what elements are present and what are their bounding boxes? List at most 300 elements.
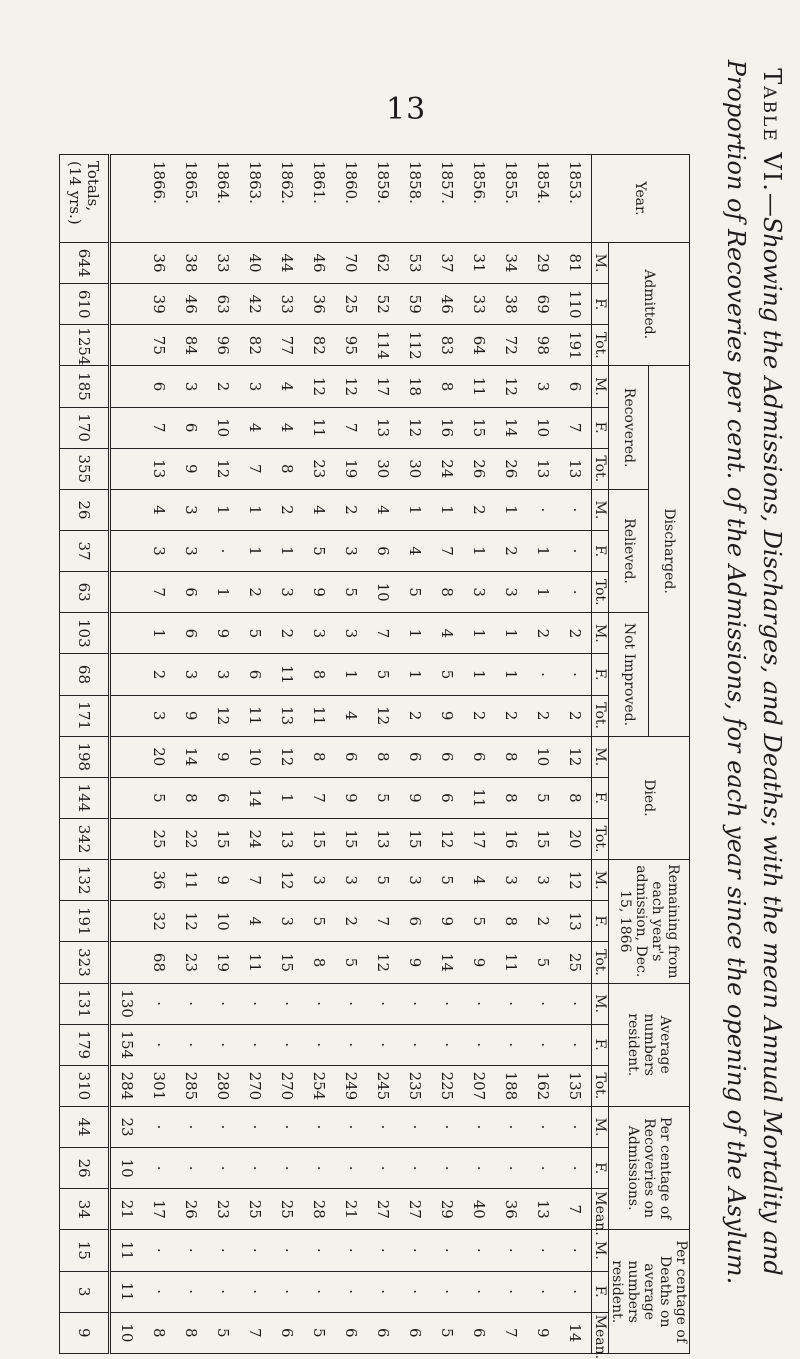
recovered-cell: 16 — [431, 407, 463, 448]
relieved-cell: 1 — [207, 489, 239, 530]
recovered-cell: 3 — [527, 366, 559, 407]
pct-death-cell: · — [399, 1230, 431, 1271]
pct_rec-f-subheader: F. — [592, 1148, 609, 1189]
remaining-cell: 25 — [559, 942, 592, 983]
not-improved-cell: 2 — [271, 613, 303, 654]
remaining-cell: 14 — [431, 942, 463, 983]
table-row — [335, 155, 367, 1354]
admitted-cell: 38 — [495, 284, 527, 325]
recovered-cell: 12 — [303, 366, 335, 407]
year-cell: 1857. — [431, 155, 463, 243]
relieved-cell: 2 — [463, 489, 495, 530]
pct-death-cell: · — [271, 1271, 303, 1312]
not-improved-cell: 1 — [463, 654, 495, 695]
pct-death-cell: 14 — [559, 1312, 592, 1353]
recovered-cell: 30 — [399, 448, 431, 489]
average-cell: 235 — [399, 1065, 431, 1106]
relieved-cell: 6 — [367, 530, 399, 571]
recovered-cell: 15 — [463, 407, 495, 448]
remaining-cell: 3 — [303, 860, 335, 901]
recovered-cell: 6 — [175, 407, 207, 448]
admitted-cell: 52 — [367, 284, 399, 325]
pct-death-cell: · — [431, 1271, 463, 1312]
died-cell — [110, 777, 144, 818]
relieved-cell: 9 — [303, 572, 335, 613]
relieved-cell: 4 — [143, 489, 175, 530]
admitted-cell: 33 — [463, 284, 495, 325]
died-cell: 13 — [271, 818, 303, 859]
pct-death-cell: 8 — [175, 1312, 207, 1353]
pct-death-cell: 11 — [110, 1230, 144, 1271]
died-cell: 15 — [399, 818, 431, 859]
table-row — [559, 155, 592, 1354]
relieved-cell — [110, 572, 144, 613]
admitted-header: Admitted. — [609, 243, 690, 366]
average-f-subheader: F. — [592, 1024, 609, 1065]
table-row — [207, 155, 239, 1354]
average-cell: · — [431, 1024, 463, 1065]
recovered-cell: 8 — [431, 366, 463, 407]
died-cell: 198 — [60, 736, 110, 777]
not-improved-cell: 3 — [143, 695, 175, 736]
admitted-cell — [110, 325, 144, 366]
average-cell: · — [527, 983, 559, 1024]
year-cell: 1861. — [303, 155, 335, 243]
not-improved-cell: 6 — [175, 613, 207, 654]
pct-death-cell: · — [431, 1230, 463, 1271]
pct-death-cell: · — [143, 1271, 175, 1312]
rotated-table-panel — [66, 12, 790, 1359]
relieved-cell: 2 — [271, 489, 303, 530]
admitted-cell: 31 — [463, 243, 495, 284]
pct-death-cell: 6 — [335, 1312, 367, 1353]
died-cell: 20 — [559, 818, 592, 859]
not-improved-cell: 1 — [495, 613, 527, 654]
relieved-f-subheader: F. — [592, 530, 609, 571]
not-improved-cell: 2 — [495, 695, 527, 736]
average-cell: · — [463, 983, 495, 1024]
not-improved-cell: 3 — [175, 654, 207, 695]
relieved-tot-subheader: Tot. — [592, 572, 609, 613]
pct-rec-cell: · — [271, 1148, 303, 1189]
admitted-cell: 25 — [335, 284, 367, 325]
not-improved-cell: · — [559, 654, 592, 695]
not-improved-cell: 2 — [527, 695, 559, 736]
admitted-m-subheader: M. — [592, 243, 609, 284]
relieved-cell: 3 — [495, 572, 527, 613]
relieved-cell: 5 — [399, 572, 431, 613]
pct-rec-cell: · — [495, 1148, 527, 1189]
relieved-cell: 4 — [303, 489, 335, 530]
died-cell: 6 — [399, 736, 431, 777]
died-cell: 9 — [399, 777, 431, 818]
admitted-cell: 81 — [559, 243, 592, 284]
average-cell: 249 — [335, 1065, 367, 1106]
relieved-cell: 3 — [335, 530, 367, 571]
not-improved-cell: 5 — [239, 613, 271, 654]
recovered-cell: 10 — [527, 407, 559, 448]
recovered-cell — [110, 448, 144, 489]
pct-death-cell: 6 — [271, 1312, 303, 1353]
pct-rec-cell: · — [303, 1148, 335, 1189]
died-cell: 5 — [143, 777, 175, 818]
average-cell: · — [495, 1024, 527, 1065]
pct-rec-cell: 27 — [399, 1189, 431, 1230]
average-cell: · — [335, 983, 367, 1024]
relieved-cell: 1 — [239, 489, 271, 530]
average-cell: 280 — [207, 1065, 239, 1106]
pct-death-cell: 7 — [495, 1312, 527, 1353]
pct-rec-cell: · — [367, 1148, 399, 1189]
remaining-cell: 13 — [559, 901, 592, 942]
year-cell — [110, 155, 144, 243]
pct-death-cell: · — [271, 1230, 303, 1271]
average-cell: · — [175, 1024, 207, 1065]
pct-death-cell: 3 — [60, 1271, 110, 1312]
pct-death-cell: · — [367, 1271, 399, 1312]
died-cell: 9 — [335, 777, 367, 818]
not-improved-cell: 103 — [60, 613, 110, 654]
not-improved-cell: 3 — [335, 613, 367, 654]
recovered-cell: 14 — [495, 407, 527, 448]
average-cell: · — [271, 1024, 303, 1065]
not-improved-cell: 1 — [399, 654, 431, 695]
pct-rec-cell: · — [335, 1106, 367, 1147]
admitted-cell: 33 — [271, 284, 303, 325]
died-cell: 14 — [239, 777, 271, 818]
died-cell: 5 — [527, 777, 559, 818]
average-cell: · — [367, 983, 399, 1024]
relieved-cell: 1 — [239, 530, 271, 571]
relieved-cell: 3 — [143, 530, 175, 571]
sub-header-row — [592, 155, 609, 1354]
recovered-cell: 4 — [271, 407, 303, 448]
admitted-cell: 644 — [60, 243, 110, 284]
not-improved-cell: 13 — [271, 695, 303, 736]
recovered-tot-subheader: Tot. — [592, 448, 609, 489]
totals-row — [60, 155, 110, 1354]
pct-death-cell: · — [527, 1271, 559, 1312]
year-cell: 1866. — [143, 155, 175, 243]
pct-rec-cell: 17 — [143, 1189, 175, 1230]
pct-rec-cell: 34 — [60, 1189, 110, 1230]
not-improved-cell: 11 — [239, 695, 271, 736]
pct-death-cell: 5 — [207, 1312, 239, 1353]
admitted-cell: 110 — [559, 284, 592, 325]
remaining-cell: 323 — [60, 942, 110, 983]
recovered-cell: 30 — [367, 448, 399, 489]
relieved-cell: 4 — [367, 489, 399, 530]
not-improved-cell: 2 — [143, 654, 175, 695]
pct-death-cell: · — [463, 1271, 495, 1312]
admitted-cell: 37 — [431, 243, 463, 284]
remaining-cell: 3 — [399, 860, 431, 901]
not-improved-cell: 5 — [431, 654, 463, 695]
year-cell: 1856. — [463, 155, 495, 243]
pct_death-m-subheader: M. — [592, 1230, 609, 1271]
average-cell: 270 — [271, 1065, 303, 1106]
remaining-cell: 11 — [175, 860, 207, 901]
pct-death-cell: 6 — [463, 1312, 495, 1353]
average-cell: 188 — [495, 1065, 527, 1106]
admitted-cell: 75 — [143, 325, 175, 366]
year-cell: 1862. — [271, 155, 303, 243]
admitted-cell: 46 — [431, 284, 463, 325]
died-cell: 15 — [207, 818, 239, 859]
year-cell: Totals, (14 yrs.) — [60, 155, 110, 243]
remaining-cell: 191 — [60, 901, 110, 942]
remaining-cell: 12 — [271, 860, 303, 901]
average-cell: · — [271, 983, 303, 1024]
remaining-cell: 5 — [527, 942, 559, 983]
pct-rec-cell: 26 — [60, 1148, 110, 1189]
year-cell: 1863. — [239, 155, 271, 243]
average-cell: 179 — [60, 1024, 110, 1065]
relieved-cell: · — [559, 530, 592, 571]
recovered-cell: 13 — [367, 407, 399, 448]
pct-rec-cell: · — [431, 1106, 463, 1147]
pct-death-cell: · — [207, 1230, 239, 1271]
died-cell: 144 — [60, 777, 110, 818]
recovered-cell: 3 — [239, 366, 271, 407]
pct-death-cell: · — [239, 1230, 271, 1271]
relieved-cell: 3 — [463, 572, 495, 613]
not-improved-cell — [110, 613, 144, 654]
admitted-cell: 72 — [495, 325, 527, 366]
pct_death-f-subheader: F. — [592, 1271, 609, 1312]
not-improved-cell: 171 — [60, 695, 110, 736]
not_improved-tot-subheader: Tot. — [592, 695, 609, 736]
not-improved-cell: 7 — [367, 613, 399, 654]
pct-death-cell: 6 — [367, 1312, 399, 1353]
pct-death-cell: 5 — [431, 1312, 463, 1353]
relieved-cell: 3 — [175, 489, 207, 530]
admitted-cell: 114 — [367, 325, 399, 366]
average-cell: · — [207, 1024, 239, 1065]
pct-death-cell: · — [207, 1271, 239, 1312]
pct-rec-cell: · — [143, 1148, 175, 1189]
remaining-cell: 4 — [239, 901, 271, 942]
died-cell: 8 — [367, 736, 399, 777]
pct-rec-cell: 23 — [110, 1106, 144, 1147]
pct-rec-cell: 25 — [239, 1189, 271, 1230]
not-improved-header: Not Improved. — [609, 613, 650, 736]
pct-rec-cell: 44 — [60, 1106, 110, 1147]
admitted-cell: 36 — [143, 243, 175, 284]
average-cell: 130 — [110, 983, 144, 1024]
relieved-cell: 2 — [335, 489, 367, 530]
relieved-cell: 10 — [367, 572, 399, 613]
remaining-cell: 4 — [463, 860, 495, 901]
pct-rec-cell: 13 — [527, 1189, 559, 1230]
died-header: Died. — [609, 736, 690, 859]
pct-rec-cell: 36 — [495, 1189, 527, 1230]
pct-death-cell: · — [303, 1271, 335, 1312]
recovered-cell: 4 — [271, 366, 303, 407]
relieved-cell: 7 — [431, 530, 463, 571]
average-cell: · — [143, 983, 175, 1024]
pct-rec-cell: 40 — [463, 1189, 495, 1230]
relieved-cell: 1 — [399, 489, 431, 530]
year-cell: 1854. — [527, 155, 559, 243]
admitted-cell: 59 — [399, 284, 431, 325]
recovered-cell: 9 — [175, 448, 207, 489]
relieved-cell: · — [527, 489, 559, 530]
remaining-cell: 5 — [463, 901, 495, 942]
average-m-subheader: M. — [592, 983, 609, 1024]
remaining-cell: 10 — [207, 901, 239, 942]
pct-recoveries-header: Per centage of Recoveries on Admissions. — [609, 1106, 690, 1229]
pct-rec-cell: · — [559, 1106, 592, 1147]
recovered-cell: 23 — [303, 448, 335, 489]
admitted-cell: 42 — [239, 284, 271, 325]
not-improved-cell: 9 — [175, 695, 207, 736]
table-row — [463, 155, 495, 1354]
recovered-cell: 11 — [303, 407, 335, 448]
table-row — [431, 155, 463, 1354]
pct-rec-cell: 21 — [335, 1189, 367, 1230]
admitted-cell: 53 — [399, 243, 431, 284]
admitted-cell: 29 — [527, 243, 559, 284]
died-cell: 8 — [495, 736, 527, 777]
not-improved-cell: 6 — [239, 654, 271, 695]
recovered-cell: 24 — [431, 448, 463, 489]
pct-rec-cell: 29 — [431, 1189, 463, 1230]
not-improved-cell: 1 — [495, 654, 527, 695]
recovered-cell: 11 — [463, 366, 495, 407]
average-cell: · — [207, 983, 239, 1024]
relieved-cell: 7 — [143, 572, 175, 613]
recovered-cell: 13 — [143, 448, 175, 489]
pct-rec-cell: · — [559, 1148, 592, 1189]
average-cell: · — [303, 1024, 335, 1065]
admitted-cell: 46 — [303, 243, 335, 284]
pct-rec-cell: · — [207, 1106, 239, 1147]
recovered-cell: 19 — [335, 448, 367, 489]
recovered-cell — [110, 407, 144, 448]
pct-death-cell: 6 — [399, 1312, 431, 1353]
not-improved-cell: 1 — [143, 613, 175, 654]
table-row — [175, 155, 207, 1354]
pct-death-cell: 9 — [60, 1312, 110, 1353]
average-cell: 225 — [431, 1065, 463, 1106]
not-improved-cell: 11 — [303, 695, 335, 736]
pct-death-cell: 15 — [60, 1230, 110, 1271]
died-cell: 24 — [239, 818, 271, 859]
pct-rec-cell: · — [175, 1106, 207, 1147]
pct-death-cell: · — [175, 1230, 207, 1271]
admitted-cell: 1254 — [60, 325, 110, 366]
died-cell: 8 — [559, 777, 592, 818]
average-cell: 301 — [143, 1065, 175, 1106]
recovered-cell: 12 — [399, 407, 431, 448]
table-row — [303, 155, 335, 1354]
admitted-cell: 63 — [207, 284, 239, 325]
recovered-cell: 26 — [495, 448, 527, 489]
recovered-cell: 185 — [60, 366, 110, 407]
relieved-cell: · — [559, 572, 592, 613]
year-cell: 1865. — [175, 155, 207, 243]
recovered-cell: 12 — [495, 366, 527, 407]
pct-rec-cell: · — [239, 1106, 271, 1147]
remaining-cell: 12 — [367, 942, 399, 983]
pct_rec-mean-subheader: Mean. — [592, 1189, 609, 1230]
died-cell: 1 — [271, 777, 303, 818]
admitted-cell: 191 — [559, 325, 592, 366]
relieved-cell: 1 — [207, 572, 239, 613]
average-cell: 284 — [110, 1065, 144, 1106]
relieved-cell: 1 — [495, 489, 527, 530]
average-cell: · — [463, 1024, 495, 1065]
remaining-cell: 3 — [495, 860, 527, 901]
remaining-cell: 9 — [463, 942, 495, 983]
pct-death-cell: · — [463, 1230, 495, 1271]
pct-rec-cell: 28 — [303, 1189, 335, 1230]
remaining-cell: 2 — [527, 901, 559, 942]
not-improved-cell: 1 — [463, 613, 495, 654]
year-cell: 1864. — [207, 155, 239, 243]
average-tot-subheader: Tot. — [592, 1065, 609, 1106]
remaining-header: Remaining from each year's admission, Dec. 15, 1866 — [609, 860, 690, 983]
admitted-cell: 82 — [239, 325, 271, 366]
not-improved-cell: 1 — [399, 613, 431, 654]
remaining-cell — [110, 942, 144, 983]
died-cell: 6 — [431, 777, 463, 818]
died-f-subheader: F. — [592, 777, 609, 818]
pct-death-cell: · — [495, 1230, 527, 1271]
remaining-cell: 9 — [399, 942, 431, 983]
admitted-cell: 44 — [271, 243, 303, 284]
average-cell: · — [399, 983, 431, 1024]
recovered-m-subheader: M. — [592, 366, 609, 407]
pct-rec-cell: · — [143, 1106, 175, 1147]
pct-rec-cell: · — [463, 1106, 495, 1147]
died-m-subheader: M. — [592, 736, 609, 777]
not-improved-cell: 68 — [60, 654, 110, 695]
admitted-cell: 38 — [175, 243, 207, 284]
admitted-cell: 62 — [367, 243, 399, 284]
admitted-cell: 98 — [527, 325, 559, 366]
recovered-f-subheader: F. — [592, 407, 609, 448]
not-improved-cell: 3 — [303, 613, 335, 654]
pct-death-cell: · — [495, 1271, 527, 1312]
not-improved-cell: 8 — [303, 654, 335, 695]
remaining-cell: 9 — [207, 860, 239, 901]
average-cell: · — [175, 983, 207, 1024]
admitted-cell: 64 — [463, 325, 495, 366]
recovered-cell: 8 — [271, 448, 303, 489]
year-header: Year. — [592, 155, 690, 243]
relieved-cell: 8 — [431, 572, 463, 613]
recovered-cell: 13 — [527, 448, 559, 489]
died-cell: 8 — [495, 777, 527, 818]
pct-death-cell: 9 — [527, 1312, 559, 1353]
pct-death-cell: · — [559, 1271, 592, 1312]
pct-rec-cell: 27 — [367, 1189, 399, 1230]
relieved-cell: 3 — [271, 572, 303, 613]
recovered-cell: 18 — [399, 366, 431, 407]
remaining-cell: 12 — [559, 860, 592, 901]
admitted-cell: 83 — [431, 325, 463, 366]
pct-death-cell: 8 — [143, 1312, 175, 1353]
died-cell: 16 — [495, 818, 527, 859]
remaining-cell: 11 — [495, 942, 527, 983]
recovered-cell: 170 — [60, 407, 110, 448]
admitted-cell — [110, 243, 144, 284]
pct-rec-cell: 23 — [207, 1189, 239, 1230]
relieved-cell: 1 — [271, 530, 303, 571]
pct-rec-cell: · — [175, 1148, 207, 1189]
